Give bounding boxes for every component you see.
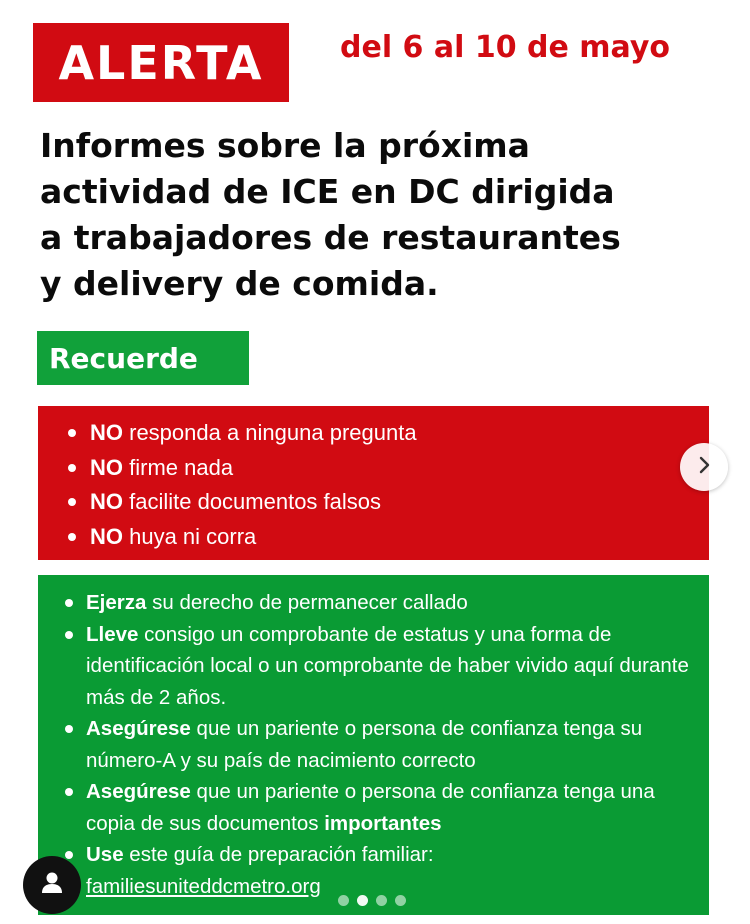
item-bold: Lleve <box>86 622 139 646</box>
person-icon <box>38 869 66 901</box>
item-text: firme nada <box>123 454 234 480</box>
item-text: este guía de preparación familiar: <box>123 843 434 866</box>
list-item <box>38 416 709 451</box>
profile-button[interactable] <box>23 856 81 914</box>
item-bold: NO <box>90 523 123 549</box>
carousel-indicator <box>338 895 406 906</box>
item-bold: NO <box>90 420 123 445</box>
list-item <box>38 451 709 486</box>
list-item <box>38 587 709 619</box>
bullet-dot <box>65 599 73 607</box>
item-bold: NO <box>90 489 123 514</box>
list-item <box>38 619 709 714</box>
bullet-dot <box>68 498 76 506</box>
item-bold: Ejerza <box>86 591 147 614</box>
recuerde-label: Recuerde <box>49 341 198 375</box>
list-item <box>38 485 709 520</box>
item-text: facilite documentos falsos <box>123 489 382 514</box>
alert-badge <box>33 23 289 102</box>
list-item <box>38 713 709 776</box>
item-bold: importantes <box>324 811 442 835</box>
list-item <box>38 520 709 555</box>
item-text: responda a ninguna pregunta <box>123 420 417 445</box>
item-text: su derecho de permanecer callado <box>146 591 468 614</box>
date-range: del 6 al 10 de mayo <box>340 30 671 65</box>
family-guide-link[interactable]: familiesuniteddcmetro.org <box>86 874 321 898</box>
bullet-dot <box>68 429 76 437</box>
item-bold: NO <box>90 454 123 480</box>
list-item <box>38 839 709 902</box>
item-text: huya ni corra <box>123 523 257 549</box>
list-item <box>38 776 709 839</box>
item-text: consigo un comprobante de estatus y una forma de identificación local o un comprobante de haber vivido aquí durante más de 2 años. <box>86 622 689 709</box>
bullet-dot <box>65 788 73 796</box>
do-panel <box>38 575 709 915</box>
item-text: que un pariente o persona de confianza tenga su número-A y su país de nacimiento correcto <box>86 717 643 772</box>
carousel-dot[interactable] <box>338 895 349 906</box>
bullet-dot <box>65 851 73 859</box>
headline-line: y delivery de comida. <box>40 264 439 303</box>
headline <box>40 123 730 307</box>
headline-line: a trabajadores de restaurantes <box>40 218 621 257</box>
headline-line: Informes sobre la próxima <box>40 126 530 165</box>
do-not-list <box>38 416 709 554</box>
item-bold: Use <box>86 843 124 866</box>
carousel-dot[interactable] <box>395 895 406 906</box>
bullet-dot <box>65 725 73 733</box>
do-list <box>38 587 709 902</box>
do-not-panel <box>38 406 709 560</box>
item-bold: Asegúrese <box>86 780 191 803</box>
recuerde-heading <box>37 331 249 385</box>
item-text: que un pariente o persona de confianza tenga una copia de sus documentos <box>86 780 655 835</box>
item-bold: Asegúrese <box>86 717 191 740</box>
carousel-next-button[interactable] <box>680 443 728 491</box>
bullet-dot <box>68 464 76 472</box>
chevron-right-icon <box>694 455 714 479</box>
carousel-dot[interactable] <box>357 895 368 906</box>
headline-line: actividad de ICE en DC dirigida <box>40 172 615 211</box>
carousel-dot[interactable] <box>376 895 387 906</box>
bullet-dot <box>65 631 73 639</box>
bullet-dot <box>68 533 76 541</box>
alert-label: ALERTA <box>58 35 264 90</box>
